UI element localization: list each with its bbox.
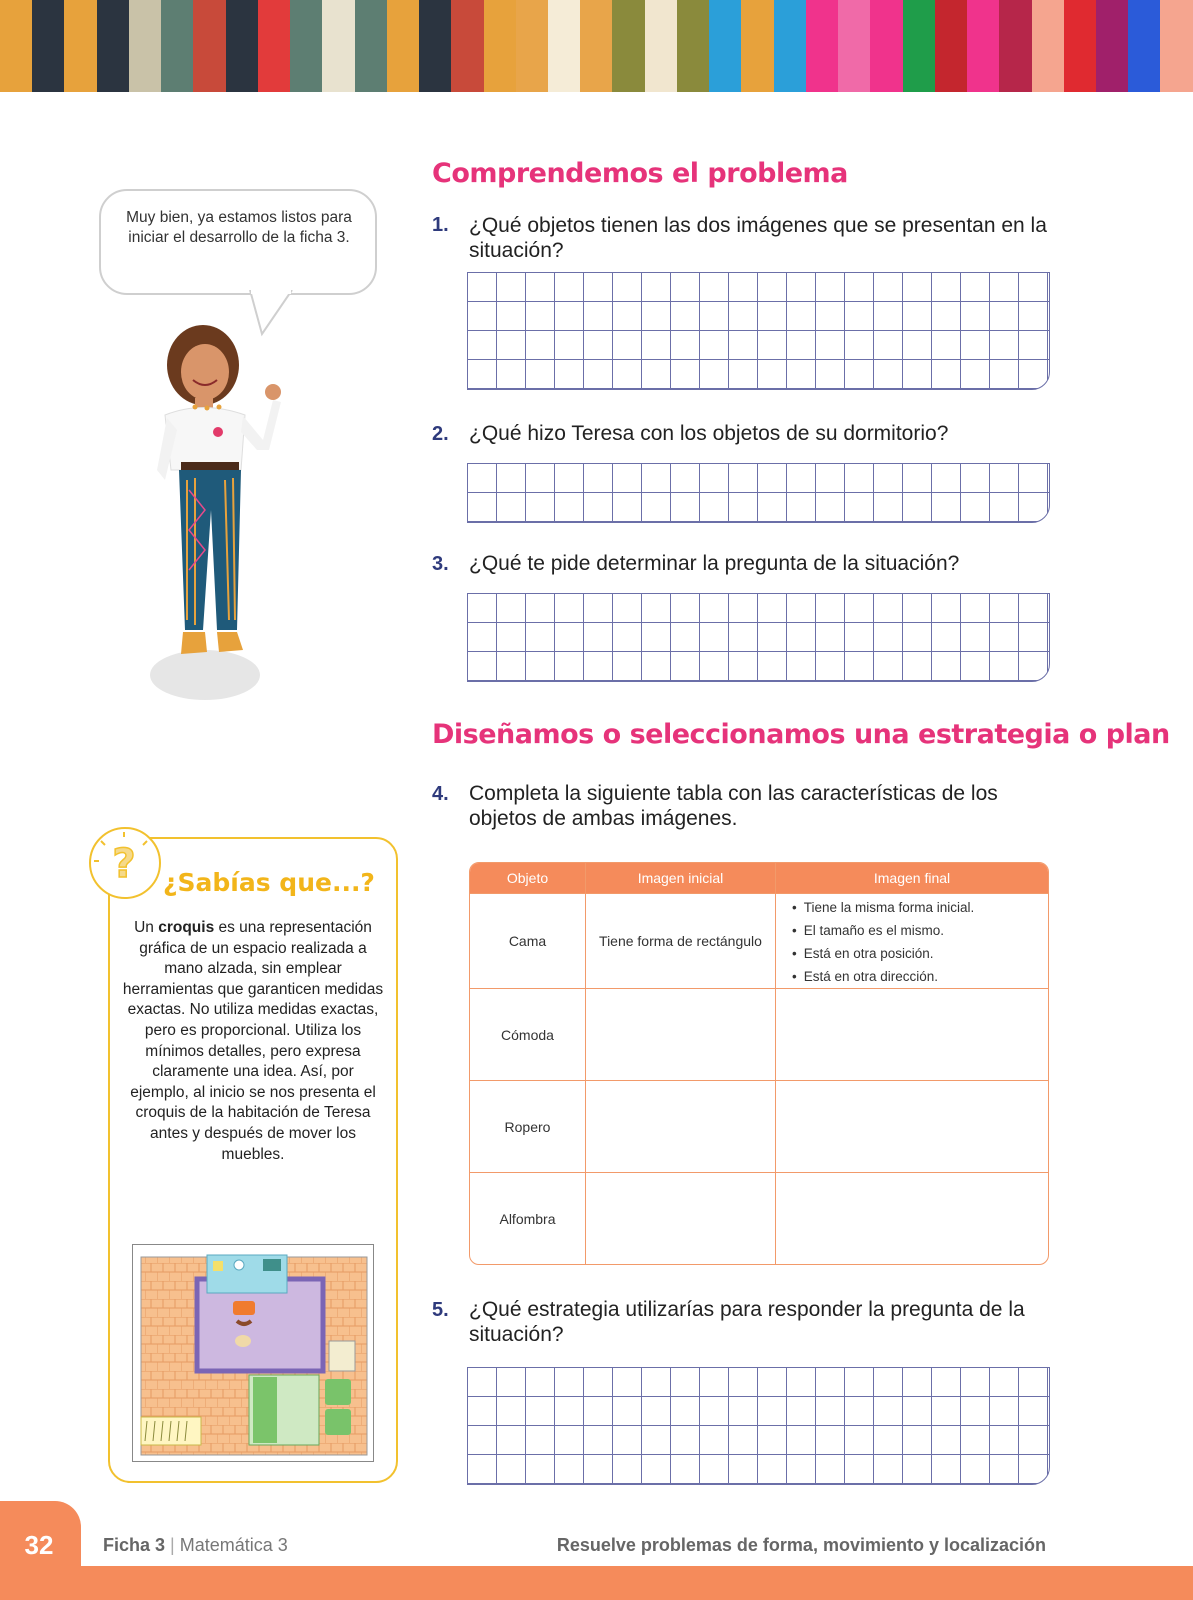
cell-final	[775, 893, 1048, 988]
characteristics-table	[469, 862, 1049, 1265]
cell-final-blank[interactable]	[775, 988, 1048, 1080]
question-mark-icon	[89, 827, 161, 899]
banner-stripe	[451, 0, 483, 92]
banner-stripe	[999, 0, 1031, 92]
question-2-text: ¿Qué hizo Teresa con los objetos de su dormitorio?	[469, 422, 949, 445]
banner-stripe	[0, 0, 32, 92]
cell-object: Cómoda	[470, 988, 585, 1080]
cell-initial-blank[interactable]	[585, 1080, 775, 1172]
banner-stripe	[32, 0, 64, 92]
banner-stripe	[612, 0, 644, 92]
cell-object: Ropero	[470, 1080, 585, 1172]
table-header-row	[470, 863, 1048, 893]
banner-stripe	[935, 0, 967, 92]
banner-stripe	[903, 0, 935, 92]
answer-grid-1[interactable]	[467, 272, 1050, 390]
banner-stripe	[193, 0, 225, 92]
banner-stripe	[1128, 0, 1160, 92]
subject-label: Matemática 3	[179, 1535, 288, 1555]
banner-stripe	[645, 0, 677, 92]
banner-stripe	[419, 0, 451, 92]
footer-separator: |	[165, 1535, 180, 1555]
question-1-text: ¿Qué objetos tienen las dos imágenes que se presentan en la situación?	[469, 214, 1047, 262]
cell-final-blank[interactable]	[775, 1172, 1048, 1264]
table-row	[470, 1080, 1048, 1172]
banner-stripe	[1096, 0, 1128, 92]
banner-stripe	[1160, 0, 1192, 92]
decorative-banner	[0, 0, 1193, 92]
banner-stripe	[1064, 0, 1096, 92]
teacher-illustration	[145, 320, 295, 710]
banner-stripe	[806, 0, 838, 92]
cell-initial: Tiene forma de rectángulo	[585, 893, 775, 988]
banner-stripe	[355, 0, 387, 92]
footer-bar	[81, 1566, 1193, 1600]
banner-stripe	[709, 0, 741, 92]
banner-stripe	[97, 0, 129, 92]
did-you-know-text	[122, 918, 384, 1165]
cell-initial-blank[interactable]	[585, 988, 775, 1080]
question-3-text: ¿Qué te pide determinar la pregunta de la situación?	[469, 552, 960, 575]
cell-object: Cama	[470, 893, 585, 988]
answer-grid-5[interactable]	[467, 1367, 1050, 1485]
speech-bubble-text: Muy bien, ya estamos listos para iniciar el desarrollo de la ficha 3.	[126, 209, 352, 246]
table-row	[470, 1172, 1048, 1264]
header-final-image: Imagen final	[775, 863, 1048, 893]
list-item: • Está en otra posición.	[792, 942, 1048, 965]
banner-stripe	[838, 0, 870, 92]
info-text-intro: Un	[134, 919, 159, 936]
svg-text:?: ?	[112, 841, 136, 887]
question-5-text: ¿Qué estrategia utilizarías para responder la pregunta de la situación?	[469, 1298, 1025, 1346]
banner-stripe	[129, 0, 161, 92]
answer-grid-2[interactable]	[467, 463, 1050, 523]
footer-ficha-label	[103, 1535, 288, 1556]
cell-final-blank[interactable]	[775, 1080, 1048, 1172]
banner-stripe	[161, 0, 193, 92]
banner-stripe	[516, 0, 548, 92]
question-1-number: 1.	[432, 214, 449, 236]
question-5-number: 5.	[432, 1299, 449, 1321]
banner-stripe	[322, 0, 354, 92]
banner-stripe	[677, 0, 709, 92]
banner-stripe	[64, 0, 96, 92]
banner-stripe	[774, 0, 806, 92]
section-title-understand: Comprendemos el problema	[432, 158, 848, 189]
banner-stripe	[870, 0, 902, 92]
question-4-number: 4.	[432, 783, 449, 805]
banner-stripe	[741, 0, 773, 92]
cell-object: Alfombra	[470, 1172, 585, 1264]
table-row	[470, 893, 1048, 988]
banner-stripe	[580, 0, 612, 92]
final-characteristics-list	[792, 896, 1048, 988]
did-you-know-title: ¿Sabías que...?	[163, 868, 375, 897]
banner-stripe	[548, 0, 580, 92]
list-item: • El tamaño es el mismo.	[792, 919, 1048, 942]
list-item: • Tiene la misma forma inicial.	[792, 896, 1048, 919]
ficha-label: Ficha 3	[103, 1535, 166, 1555]
banner-stripe	[226, 0, 258, 92]
answer-grid-3[interactable]	[467, 593, 1050, 682]
section-title-plan: Diseñamos o seleccionamos una estrategia o plan	[432, 719, 1170, 750]
list-item: • Está en otra dirección.	[792, 965, 1048, 988]
question-2-number: 2.	[432, 423, 449, 445]
page-number: 32	[24, 1530, 54, 1560]
banner-stripe	[258, 0, 290, 92]
header-initial-image: Imagen inicial	[585, 863, 775, 893]
header-object: Objeto	[470, 863, 585, 893]
info-text-body: es una representación gráfica de un espacio realizada a mano alzada, sin emplear herramientas que garanticen medidas exactas. No utiliza medidas exactas, pero es proporcional. Utiliza los mínimos detalles, pero expresa claramente una idea. Así, por ejemplo, al inicio se nos presenta el croquis de la habitación de Teresa antes y después de mover los muebles.	[122, 919, 384, 1163]
competency-label: Resuelve problemas de forma, movimiento y localización	[556, 1535, 1046, 1555]
banner-stripe	[484, 0, 516, 92]
banner-stripe	[290, 0, 322, 92]
question-3-number: 3.	[432, 553, 449, 575]
question-4-text: Completa la siguiente tabla con las características de los objetos de ambas imágenes.	[469, 782, 998, 830]
info-bold-term: croquis	[158, 919, 215, 936]
room-sketch-image	[132, 1244, 374, 1462]
banner-stripe	[1032, 0, 1064, 92]
table-row	[470, 988, 1048, 1080]
cell-initial-blank[interactable]	[585, 1172, 775, 1264]
banner-stripe	[967, 0, 999, 92]
banner-stripe	[387, 0, 419, 92]
